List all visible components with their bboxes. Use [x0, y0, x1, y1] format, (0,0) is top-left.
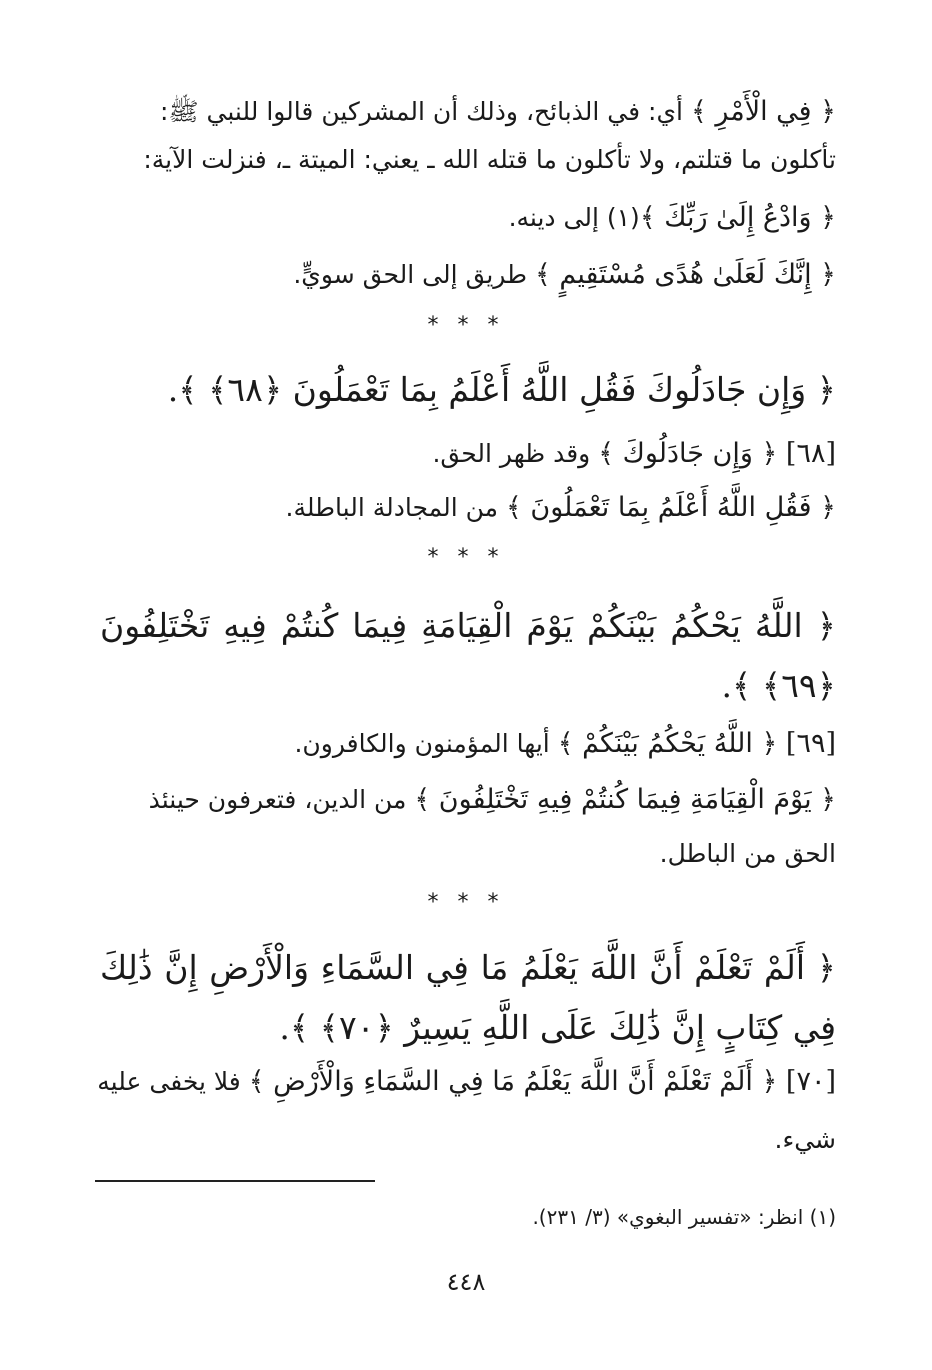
quran-quote: ﴿ إِنَّكَ لَعَلَىٰ هُدًى مُسْتَقِيمٍ ﴾: [534, 259, 836, 290]
commentary-text: من المجادلة الباطلة.: [285, 493, 506, 522]
commentary-text: فلا يخفى عليه: [97, 1067, 249, 1096]
quran-quote: [٧٠] ﴿ أَلَمْ تَعْلَمْ أَنَّ اللَّهَ يَعْلَمُ مَا فِي السَّمَاءِ وَالْأَرْضِ ﴾: [248, 1066, 836, 1097]
section-separator: * * *: [427, 890, 505, 915]
verse-70: ﴿ أَلَمْ تَعْلَمْ أَنَّ اللَّهَ يَعْلَمُ مَا فِي السَّمَاءِ وَالْأَرْضِ إِنَّ ذَٰلِكَ فِي كِتَابٍ إِنَّ ذَٰلِكَ عَلَى اللَّهِ يَسِيرٌ ﴿٧٠﴾ ﴾.: [100, 948, 836, 1047]
verse-69: ﴿ اللَّهُ يَحْكُمُ بَيْنَكُمْ يَوْمَ الْقِيَامَةِ فِيمَا كُنتُمْ فِيهِ تَخْتَلِفُونَ ﴿٦٩﴾ ﴾.: [100, 606, 836, 705]
tafsir-line: [110, 434, 836, 474]
commentary-text: (١) إلى دينه.: [508, 203, 640, 232]
tafsir-line: [97, 1062, 836, 1102]
quran-quote: ﴿ فَقُلِ اللَّهُ أَعْلَمُ بِمَا تَعْمَلُونَ ﴾: [505, 492, 836, 523]
text-line: [110, 92, 836, 132]
verse-68: ﴿ وَإِن جَادَلُوكَ فَقُلِ اللَّهُ أَعْلَمُ بِمَا تَعْمَلُونَ ﴿٦٨﴾ ﴾.: [167, 370, 836, 409]
tafsir-line: [110, 834, 836, 874]
commentary-text: أي: في الذبائح، وذلك أن المشركين قالوا للنبي ﷺ:: [159, 97, 691, 126]
tafsir-line: [110, 1120, 836, 1160]
quran-quote: ﴿ فِي الْأَمْرِ ﴾: [690, 96, 836, 127]
footnote: (١) انظر: «تفسير البغوي» (٣/ ٢٣١).: [532, 1205, 836, 1229]
text-line: [110, 255, 836, 295]
quran-quote: [٦٨] ﴿ وَإِن جَادَلُوكَ ﴾: [598, 438, 836, 469]
commentary-text: الحق من الباطل.: [659, 839, 836, 868]
text-line: [110, 140, 836, 180]
commentary-text: وقد ظهر الحق.: [432, 439, 599, 468]
commentary-text: شيء.: [774, 1125, 836, 1154]
footnote-rule: [95, 1180, 375, 1182]
commentary-text: طريق إلى الحق سويٍّ.: [293, 260, 535, 289]
commentary-text: من الدين، فتعرفون حينئذ: [148, 785, 415, 814]
section-separator: * * *: [427, 313, 505, 338]
tafsir-line: [110, 724, 836, 764]
quran-quote: ﴿ يَوْمَ الْقِيَامَةِ فِيمَا كُنتُمْ فِيهِ تَخْتَلِفُونَ ﴾: [414, 784, 836, 815]
text-line: [110, 198, 836, 238]
commentary-text: أيها المؤمنون والكافرون.: [294, 729, 558, 758]
page-number: ٤٤٨: [446, 1268, 486, 1296]
tafsir-line: [120, 780, 836, 820]
quran-quote: ﴿ وَادْعُ إِلَىٰ رَبِّكَ ﴾: [639, 202, 836, 233]
commentary-text: تأكلون ما قتلتم، ولا تأكلون ما قتله الله ـ يعني: الميتة ـ، فنزلت الآية:: [143, 145, 836, 174]
quran-quote: [٦٩] ﴿ اللَّهُ يَحْكُمُ بَيْنَكُمْ ﴾: [557, 728, 836, 759]
section-separator: * * *: [427, 545, 505, 570]
tafsir-line: [110, 488, 836, 528]
